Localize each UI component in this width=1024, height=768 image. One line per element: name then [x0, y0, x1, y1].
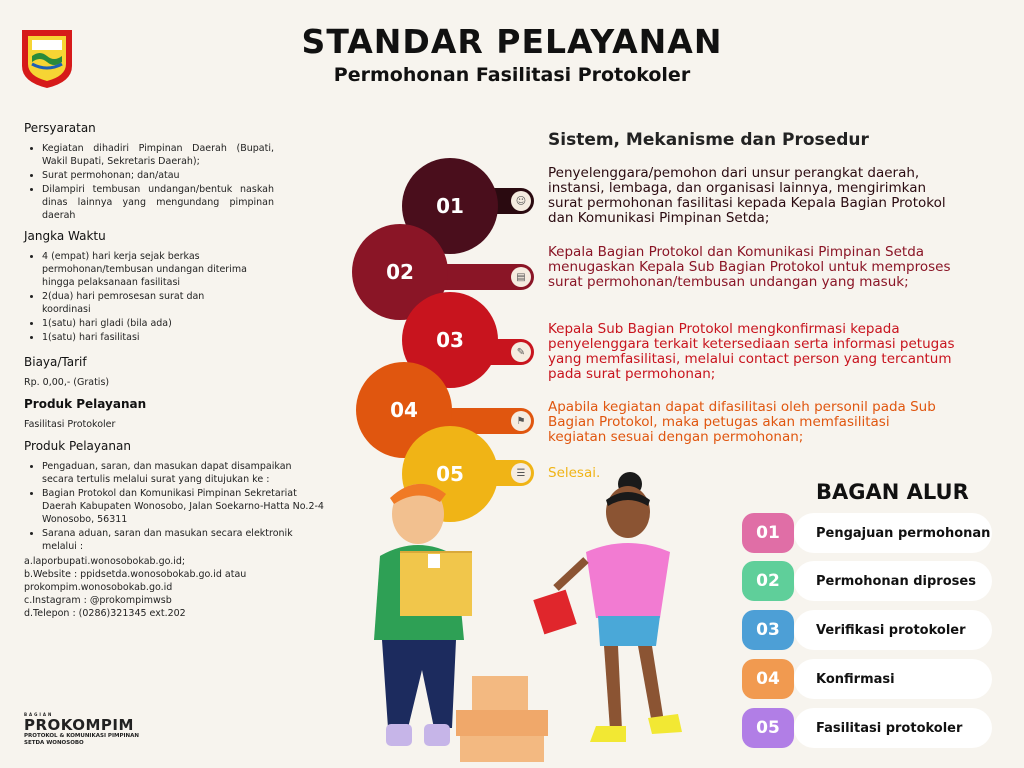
logo-line-1: PROTOKOL & KOMUNIKASI PIMPINAN [24, 733, 140, 739]
service-info-column [24, 122, 324, 620]
prokompim-logo [24, 712, 164, 752]
bagan-row-2 [742, 561, 992, 601]
page-title: STANDAR PELAYANAN [301, 22, 723, 61]
checklist-icon: ☰ [511, 463, 531, 483]
page-subtitle: Permohonan Fasilitasi Protokoler [333, 64, 691, 86]
bagan-num: 03 [742, 610, 794, 650]
list-item: • Bagian Protokol dan Komunikasi Pimpinan Sekretariat Daerah Kabupaten Wonosobo, Jalan Soekarno-Hatta No.2-4 Wonosobo, 56311 [42, 487, 324, 526]
biaya-value: Rp. 0,00,- (Gratis) [24, 377, 110, 388]
bagan-label: Pengajuan permohonan [794, 513, 992, 553]
list-item: • Dilampiri tembusan undangan/bentuk naskah dinas lainnya yang mengundang pimpinan daerah [42, 183, 274, 222]
step-text-3: Kepala Sub Bagian Protokol mengkonfirmasi kepada penyelenggara terkait ketersediaan serta informasi petugas yang memfasilitasi, melalui contact person yang tercantum pada surat permohonan; [548, 321, 955, 382]
persyaratan-heading: Persyaratan [24, 121, 96, 135]
contact-line: prokompim.wonosobokab.go.id [24, 582, 173, 593]
produk-heading: Produk Pelayanan [24, 397, 147, 411]
biaya-heading: Biaya/Tarif [24, 355, 87, 369]
bagan-num: 04 [742, 659, 794, 699]
bagan-row-5 [742, 708, 992, 748]
jangka-waktu-list [24, 250, 252, 344]
bagan-num: 05 [742, 708, 794, 748]
bagan-heading: BAGAN ALUR [816, 480, 969, 504]
list-item: • 1(satu) hari fasilitasi [42, 331, 252, 344]
step-bubble-05: 05 [402, 426, 498, 522]
list-item: • Sarana aduan, saran dan masukan secara elektronik melalui : [42, 527, 324, 553]
contact-line: c.Instagram : @prokompimwsb [24, 595, 172, 606]
step-text-2: Kepala Bagian Protokol dan Komunikasi Pimpinan Setda menugaskan Kepala Sub Bagian Protokol untuk memproses surat permohonan/tembusan undangan yang masuk; [548, 244, 951, 290]
bagan-label: Konfirmasi [794, 659, 992, 699]
flag-icon: ⚑ [511, 411, 531, 431]
handshake-icon: ✎ [511, 342, 531, 362]
step-bubble-02: 02 [352, 224, 448, 320]
bagan-num: 01 [742, 513, 794, 553]
step-bubble-03: 03 [402, 292, 498, 388]
pengaduan-heading: Produk Pelayanan [24, 439, 131, 453]
bagan-row-1 [742, 513, 992, 553]
list-item: • 4 (empat) hari kerja sejak berkas permohonan/tembusan undangan diterima hingga pelaksanaan fasilitasi [42, 250, 252, 289]
jangka-waktu-heading: Jangka Waktu [24, 229, 106, 243]
list-item: • 2(dua) hari pemrosesan surat dan koordinasi [42, 290, 252, 316]
bagan-row-3 [742, 610, 992, 650]
step-bubble-01: 01 [402, 158, 498, 254]
contact-line: a.laporbupati.wonosobokab.go.id; [24, 556, 186, 567]
list-item: • 1(satu) hari gladi (bila ada) [42, 317, 252, 330]
pengaduan-list [24, 460, 324, 553]
step-bubble-04: 04 [356, 362, 452, 458]
bagan-label: Fasilitasi protokoler [794, 708, 992, 748]
step-text-4: Apabila kegiatan dapat difasilitasi oleh personil pada Sub Bagian Protokol, maka petugas akan memfasilitasi kegiatan sesuai dengan permohonan; [548, 399, 936, 445]
people-icon: ☺ [511, 191, 531, 211]
bagan-row-4 [742, 659, 992, 699]
contact-line: b.Website : ppidsetda.wonosobokab.go.id atau [24, 569, 247, 580]
list-item: • Kegiatan dihadiri Pimpinan Daerah (Bupati, Wakil Bupati, Sekretaris Daerah); [42, 142, 274, 168]
step-text-5: Selesai. [548, 465, 601, 481]
produk-value: Fasilitasi Protokoler [24, 419, 116, 430]
contact-line: d.Telepon : (0286)321345 ext.202 [24, 608, 186, 619]
people-illustration [360, 470, 710, 768]
document-icon: ▤ [511, 267, 531, 287]
list-item: • Pengaduan, saran, dan masukan dapat disampaikan secara tertulis melalui surat yang ditujukan ke : [42, 460, 324, 486]
logo-top-text: BAGIAN [24, 712, 54, 717]
bagan-label: Permohonan diproses [794, 561, 992, 601]
list-item: • Surat permohonan; dan/atau [42, 169, 274, 182]
bagan-label: Verifikasi protokoler [794, 610, 992, 650]
persyaratan-list [24, 142, 274, 222]
logo-line-2: SETDA WONOSOBO [24, 740, 84, 746]
logo-name: PROKOMPIM [24, 716, 134, 734]
sistem-heading: Sistem, Mekanisme dan Prosedur [548, 130, 869, 150]
step-text-1: Penyelenggara/pemohon dari unsur perangkat daerah, instansi, lembaga, dan organisasi lainnya, mengirimkan surat permohonan fasilitasi kepada Kepala Bagian Protokol dan Komunikasi Pimpinan Setda; [548, 165, 946, 226]
bagan-num: 02 [742, 561, 794, 601]
